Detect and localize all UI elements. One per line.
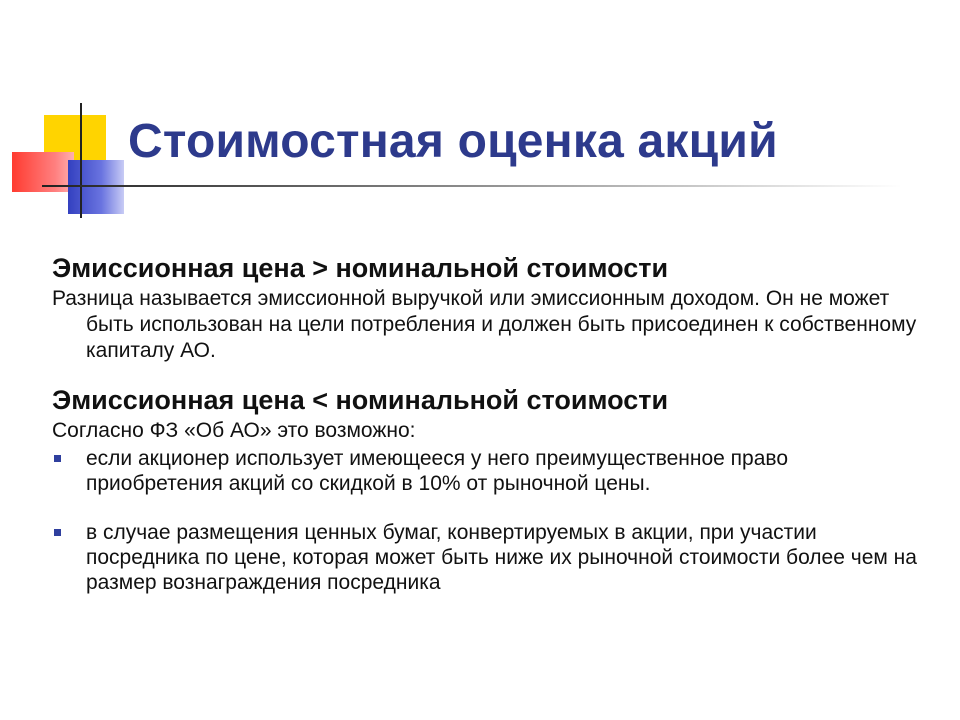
section1-heading: Эмиссионная цена > номинальной стоимости <box>52 253 669 283</box>
bullet-text: если акционер использует имеющееся у него преимущественное право приобретения акций со скидкой в 10% от рыночной цены. <box>86 447 789 495</box>
section1-text: Разница называется эмиссионной выручкой или эмиссионным доходом. Он не может быть использован на цели потребления и должен быть присоединен к собственному капиталу АО. <box>52 287 917 362</box>
slide-content <box>52 250 922 595</box>
slide-title: Стоимостная оценка акций <box>128 115 778 168</box>
logo-vertical-line <box>80 103 82 218</box>
section2-intro: Согласно ФЗ «Об АО» это возможно: <box>52 419 416 442</box>
section2-heading: Эмиссионная цена < номинальной стоимости <box>52 385 669 415</box>
square-bullet-icon <box>54 455 61 462</box>
logo-blue-square <box>68 160 124 214</box>
square-bullet-icon <box>54 529 61 536</box>
title-underline <box>42 185 902 187</box>
list-item <box>52 446 922 496</box>
list-item <box>52 520 922 595</box>
bullet-list <box>52 446 922 595</box>
bullet-text: в случае размещения ценных бумаг, конвертируемых в акции, при участии посредника по цене, которая может быть ниже их рыночной стоимости более чем на размер вознаграждения посредника <box>86 521 917 594</box>
